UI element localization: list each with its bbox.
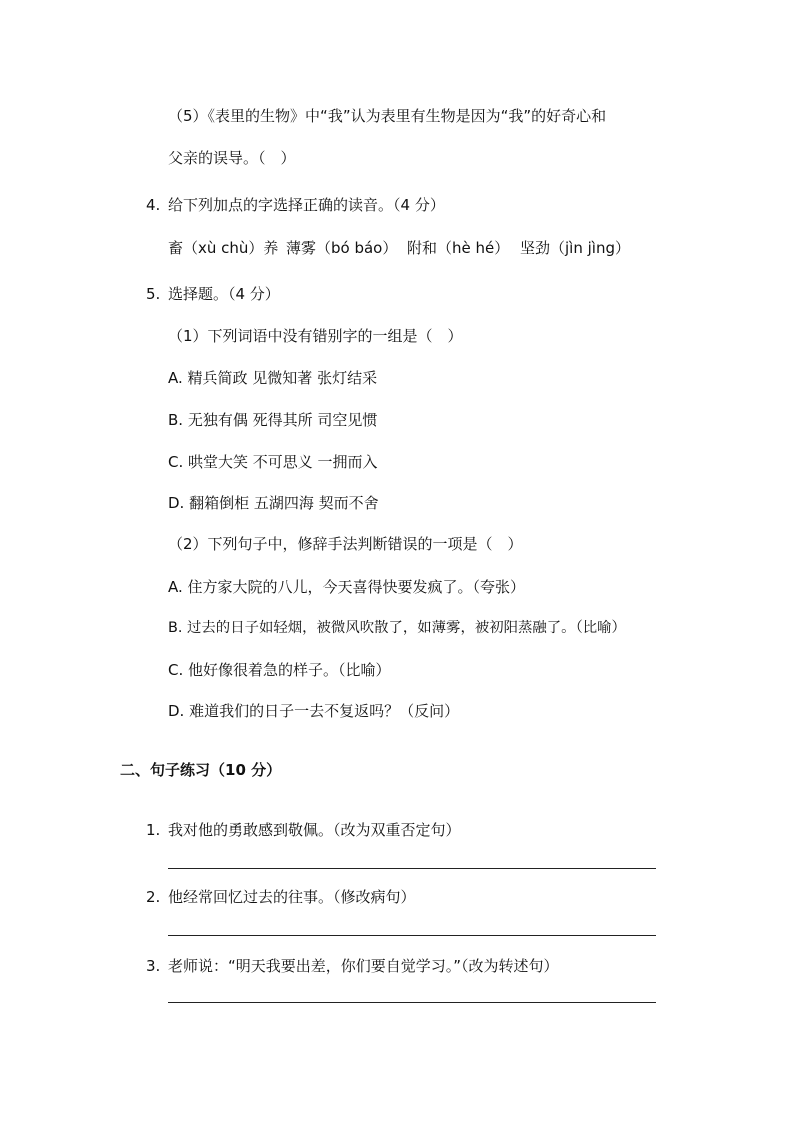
question-number: 4. [146, 196, 161, 214]
option-d: D. 翻箱倒柜 五湖四海 契而不舍 [168, 494, 379, 512]
question-5-sub-1: （1）下列词语中没有错别字的一组是（ ） [168, 327, 463, 345]
section-heading: 二、句子练习（10 分） [120, 761, 282, 779]
sentence-question-3 [146, 956, 559, 976]
question-4-item-3: 附和（hè hé） [407, 239, 510, 257]
question-text: 他经常回忆过去的往事。（修改病句） [168, 888, 416, 906]
answer-line-3[interactable] [168, 1002, 656, 1003]
question-text: 老师说：“明天我要出差，你们要自觉学习。”（改为转述句） [168, 957, 559, 975]
option-d: D. 难道我们的日子一去不复返吗？（反问） [168, 702, 460, 720]
option-b: B. 过去的日子如轻烟，被微风吹散了，如薄雾，被初阳蒸融了。（比喻） [168, 620, 626, 636]
sentence-question-1 [146, 820, 461, 840]
answer-line-2[interactable] [168, 935, 656, 936]
question-number: 3. [146, 957, 161, 975]
option-c: C. 哄堂大笑 不可思义 一拥而入 [168, 453, 378, 471]
question-4-prompt [146, 195, 445, 215]
question-number: 1. [146, 821, 161, 839]
question-3-item-5-line-1: （5）《表里的生物》中“我”认为表里有生物是因为“我”的好奇心和 [168, 107, 607, 125]
question-text: 我对他的勇敢感到敬佩。（改为双重否定句） [168, 821, 461, 839]
question-5-prompt [146, 284, 280, 304]
question-number: 2. [146, 888, 161, 906]
question-3-item-5-line-2: 父亲的误导。（ ） [168, 149, 296, 167]
question-text: 给下列加点的字选择正确的读音。（4 分） [168, 196, 445, 214]
option-c: C. 他好像很着急的样子。（比喻） [168, 661, 391, 679]
answer-line-1[interactable] [168, 868, 656, 869]
question-text: 选择题。（4 分） [168, 285, 280, 303]
sentence-question-2 [146, 887, 416, 907]
option-b: B. 无独有偶 死得其所 司空见惯 [168, 411, 378, 429]
question-number: 5. [146, 285, 161, 303]
option-a: A. 住方家大院的八儿，今天喜得快要发疯了。（夸张） [168, 578, 526, 596]
question-5-sub-2: （2）下列句子中，修辞手法判断错误的一项是（ ） [168, 535, 523, 553]
question-4-item-1: 畜（xù chù）养 [168, 239, 279, 257]
option-a: A. 精兵简政 见微知著 张灯结采 [168, 369, 378, 387]
question-4-item-4: 坚劲（jìn jìng） [520, 239, 630, 257]
question-4-item-2: 薄雾（bó báo） [286, 239, 398, 257]
